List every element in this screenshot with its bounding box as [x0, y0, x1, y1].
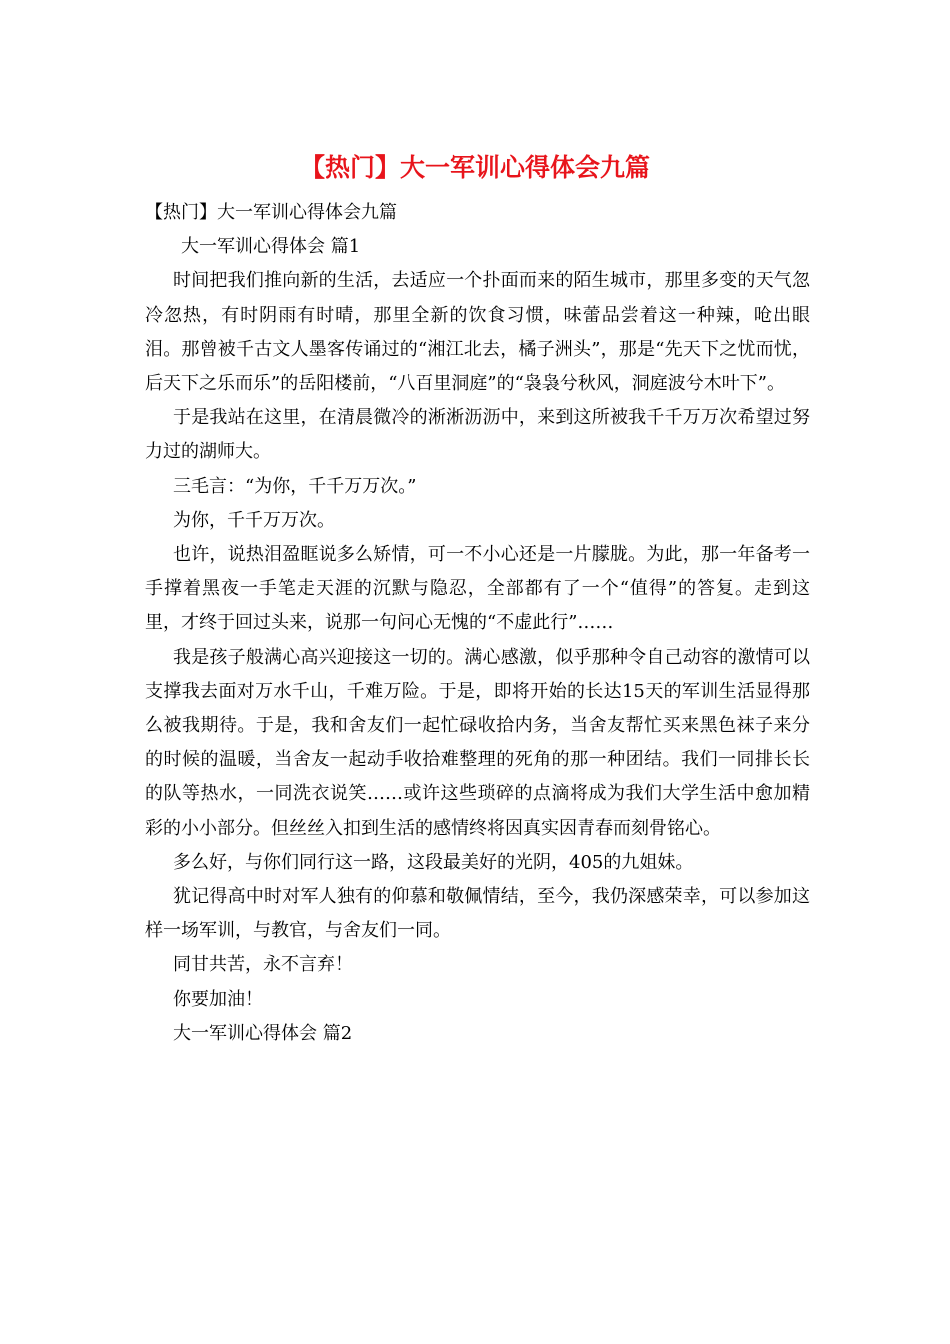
paragraph: 也许，说热泪盈眶说多么矫情，可一不小心还是一片朦胧。为此，那一年备考一手撑着黑夜一手笔走天涯的沉默与隐忍，全部都有了一个“值得”的答复。走到这里，才终于回过头来，说那一句问心无愧的“不虚此行”……: [145, 544, 810, 634]
paragraph: 我是孩子般满心高兴迎接这一切的。满心感激，似乎那种令自己动容的激情可以支撑我去面对万水千山，千难万险。于是，即将开始的长达15天的军训生活显得那么被我期待。于是，我和舍友们一起忙碌收拾内务，当舍友帮忙买来黑色袜子来分的时候的温暖，当舍友一起动手收拾难整理的死角的那一种团结。我们一同排长长的队等热水，一同洗衣说笑……或许这些琐碎的点滴将成为我们大学生活中愈加精彩的小小部分。但丝丝入扣到生活的感情终将因真实因青春而刻骨铭心。: [145, 646, 810, 839]
document-title: 【热门】大一军训心得体会九篇: [299, 153, 650, 182]
paragraph: 多么好，与你们同行这一路，这段最美好的光阴，405的九姐妹。: [173, 851, 694, 873]
section-heading-2: 大一军训心得体会 篇2: [173, 1022, 353, 1044]
document-body: [145, 196, 810, 1051]
subtitle-line: 【热门】大一军训心得体会九篇: [145, 202, 397, 223]
paragraph: 为你，千千万万次。: [173, 509, 335, 531]
paragraph: 你要加油！: [173, 988, 263, 1010]
paragraph: 于是我站在这里，在清晨微冷的淅淅沥沥中，来到这所被我千千万万次希望过努力过的湖师大。: [145, 407, 810, 463]
paragraph: 三毛言：“为你，千千万万次。”: [173, 475, 417, 497]
paragraph: 同甘共苦，永不言弃！: [173, 954, 353, 976]
paragraph: 犹记得高中时对军人独有的仰慕和敬佩情结，至今，我仍深感荣幸，可以参加这样一场军训，与教官，与舍友们一同。: [145, 886, 810, 942]
paragraph: 时间把我们推向新的生活，去适应一个扑面而来的陌生城市，那里多变的天气忽冷忽热，有时阴雨有时晴，那里全新的饮食习惯，味蕾品尝着这一种辣，呛出眼泪。那曾被千古文人墨客传诵过的“湘江北去，橘子洲头”，那是“先天下之忧而忧，后天下之乐而乐”的岳阳楼前，“八百里洞庭”的“袅袅兮秋风，洞庭波兮木叶下”。: [145, 270, 810, 395]
section-heading-1: 大一军训心得体会 篇1: [181, 236, 361, 258]
